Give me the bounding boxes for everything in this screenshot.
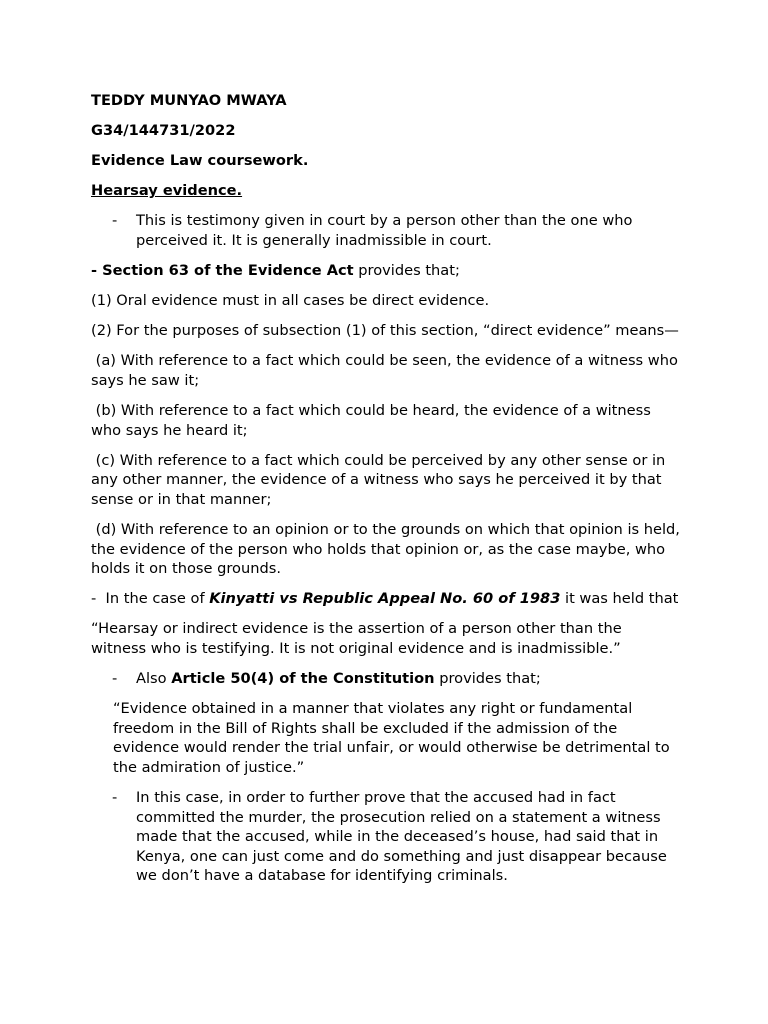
constitution-quote: “Evidence obtained in a manner that violates any right or fundamental freedom in the Bill of Rights shall be excluded if the admission of the evidence would render the trial unfair, or would otherwise be detrimental to the admiration of justice.” xyxy=(113,700,670,776)
case-prefix: - In the case of xyxy=(91,590,210,608)
list-item-definition xyxy=(91,211,681,250)
paragraph-b: (b) With reference to a fact which could be heard, the evidence of a witness who says he heard it; xyxy=(91,402,656,439)
course-title: Evidence Law coursework. xyxy=(91,152,309,170)
definition-text: This is testimony given in court by a person other than the one who perceived it. It is generally inadmissible in court. xyxy=(136,212,633,249)
dash-bullet: - xyxy=(112,212,118,230)
case-facts-text: In this case, in order to further prove that the accused had in fact committed the murder, the prosecution relied on a statement a witness made that the accused, while in the deceased’s house, had said that in Kenya, one can just come and do something and just disappear because we don’t have a database for identifying criminals. xyxy=(136,789,667,885)
dash-bullet: - xyxy=(112,670,118,688)
subsection-1: (1) Oral evidence must in all cases be direct evidence. xyxy=(91,292,490,310)
paragraph-c: (c) With reference to a fact which could be perceived by any other sense or in any other manner, the evidence of a witness who says he perceived it by that sense or in that manner; xyxy=(91,451,670,508)
list-item-article xyxy=(91,669,681,689)
paragraph-d: (d) With reference to an opinion or to the grounds on which that opinion is held, the evidence of the person who holds that opinion or, as the case maybe, who holds it on those grounds. xyxy=(91,521,685,578)
also-prefix: Also xyxy=(136,670,172,688)
case-intro xyxy=(91,589,681,609)
case-name: Kinyatti vs Republic Appeal No. 60 of 1983 xyxy=(209,590,561,608)
case-suffix: it was held that xyxy=(560,590,679,608)
document-page xyxy=(91,91,685,897)
paragraph-a: (a) With reference to a fact which could be seen, the evidence of a witness who says he saw it; xyxy=(91,352,683,389)
section-reference: - Section 63 of the Evidence Act xyxy=(91,262,354,280)
subsection-2: (2) For the purposes of subsection (1) of this section, “direct evidence” means— xyxy=(91,322,679,340)
also-suffix: provides that; xyxy=(434,670,541,688)
list-item-case-facts xyxy=(91,788,681,886)
registration-number: G34/144731/2022 xyxy=(91,122,236,140)
section-intro xyxy=(91,261,681,281)
author-name: TEDDY MUNYAO MWAYA xyxy=(91,92,287,109)
section-intro-rest: provides that; xyxy=(353,262,460,280)
dash-bullet: - xyxy=(112,789,118,807)
case-quote: “Hearsay or indirect evidence is the assertion of a person other than the witness who is testifying. It is not original evidence and is inadmissible.” xyxy=(91,620,622,657)
topic-heading: Hearsay evidence. xyxy=(91,182,243,200)
article-reference: Article 50(4) of the Constitution xyxy=(171,670,435,688)
